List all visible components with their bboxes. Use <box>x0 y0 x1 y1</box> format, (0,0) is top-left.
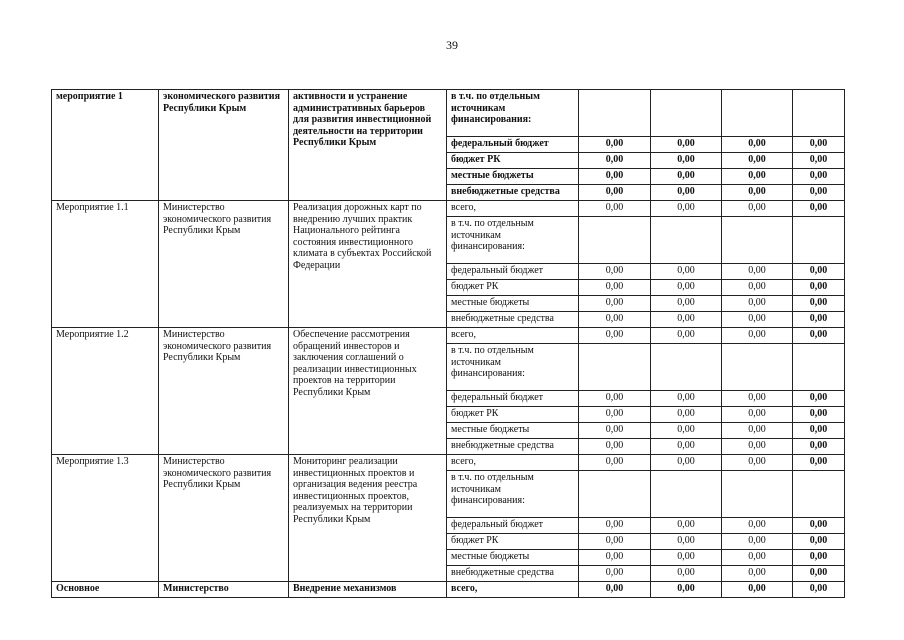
funding-source-cell: в т.ч. по отдельным источникам финансирования: <box>447 217 579 264</box>
amount-cell: 0,00 <box>722 518 793 534</box>
measure-code-cell: Основное <box>52 582 159 598</box>
amount-cell: 0,00 <box>793 280 845 296</box>
amount-cell: 0,00 <box>579 550 651 566</box>
amount-cell: 0,00 <box>722 137 793 153</box>
table-row <box>52 328 845 344</box>
amount-cell: 0,00 <box>651 153 722 169</box>
funding-source-cell: федеральный бюджет <box>447 391 579 407</box>
amount-cell: 0,00 <box>722 455 793 471</box>
amount-cell: 0,00 <box>651 137 722 153</box>
funding-source-cell: местные бюджеты <box>447 550 579 566</box>
description-cell: Обеспечение рассмотрения обращений инвесторов и заключения соглашений о реализации инвестиционных проектов на территории Республики Крым <box>289 328 447 455</box>
measure-code-cell: Мероприятие 1.3 <box>52 455 159 582</box>
funding-source-cell: всего, <box>447 582 579 598</box>
amount-cell: 0,00 <box>722 201 793 217</box>
amount-cell: 0,00 <box>793 455 845 471</box>
funding-source-cell: бюджет РК <box>447 534 579 550</box>
amount-cell: 0,00 <box>793 312 845 328</box>
amount-cell: 0,00 <box>579 328 651 344</box>
executor-cell: Министерство экономического развития Республики Крым <box>159 455 289 582</box>
amount-cell <box>722 90 793 137</box>
description-cell: активности и устранение административных барьеров для развития инвестиционной деятельности на территории Республики Крым <box>289 90 447 201</box>
funding-source-cell: бюджет РК <box>447 280 579 296</box>
amount-cell: 0,00 <box>722 153 793 169</box>
amount-cell: 0,00 <box>793 153 845 169</box>
amount-cell: 0,00 <box>722 185 793 201</box>
funding-source-cell: в т.ч. по отдельным источникам финансирования: <box>447 344 579 391</box>
amount-cell: 0,00 <box>651 518 722 534</box>
executor-cell: Министерство экономического развития Республики Крым <box>159 201 289 328</box>
table-row <box>52 90 845 137</box>
funding-source-cell: бюджет РК <box>447 407 579 423</box>
amount-cell <box>722 471 793 518</box>
amount-cell: 0,00 <box>579 455 651 471</box>
amount-cell: 0,00 <box>579 153 651 169</box>
description-cell: Мониторинг реализации инвестиционных проектов и организация ведения реестра инвестиционных проектов, реализуемых на территории Республики Крым <box>289 455 447 582</box>
funding-source-cell: внебюджетные средства <box>447 566 579 582</box>
amount-cell: 0,00 <box>722 566 793 582</box>
amount-cell: 0,00 <box>793 439 845 455</box>
amount-cell: 0,00 <box>651 582 722 598</box>
amount-cell <box>651 471 722 518</box>
funding-source-cell: в т.ч. по отдельным источникам финансирования: <box>447 90 579 137</box>
amount-cell: 0,00 <box>579 312 651 328</box>
executor-cell: экономического развития Республики Крым <box>159 90 289 201</box>
funding-source-cell: всего, <box>447 201 579 217</box>
amount-cell: 0,00 <box>793 550 845 566</box>
amount-cell: 0,00 <box>579 582 651 598</box>
amount-cell: 0,00 <box>651 455 722 471</box>
amount-cell: 0,00 <box>579 280 651 296</box>
amount-cell: 0,00 <box>793 582 845 598</box>
amount-cell: 0,00 <box>579 518 651 534</box>
amount-cell: 0,00 <box>651 296 722 312</box>
amount-cell: 0,00 <box>651 312 722 328</box>
amount-cell: 0,00 <box>579 423 651 439</box>
amount-cell: 0,00 <box>722 407 793 423</box>
measure-code-cell: Мероприятие 1.1 <box>52 201 159 328</box>
amount-cell: 0,00 <box>722 423 793 439</box>
amount-cell: 0,00 <box>579 201 651 217</box>
amount-cell <box>579 217 651 264</box>
executor-cell: Министерство экономического развития Республики Крым <box>159 328 289 455</box>
amount-cell: 0,00 <box>793 264 845 280</box>
amount-cell: 0,00 <box>793 566 845 582</box>
amount-cell: 0,00 <box>651 264 722 280</box>
amount-cell: 0,00 <box>722 296 793 312</box>
amount-cell <box>793 90 845 137</box>
amount-cell: 0,00 <box>722 582 793 598</box>
amount-cell <box>651 90 722 137</box>
page-number: 39 <box>446 38 458 52</box>
description-cell: Внедрение механизмов <box>289 582 447 598</box>
funding-source-cell: всего, <box>447 455 579 471</box>
amount-cell: 0,00 <box>722 550 793 566</box>
amount-cell: 0,00 <box>579 169 651 185</box>
funding-source-cell: внебюджетные средства <box>447 185 579 201</box>
table-row <box>52 455 845 471</box>
description-cell: Реализация дорожных карт по внедрению лучших практик Национального рейтинга состояния инвестиционного климата в субъектах Российской Федерации <box>289 201 447 328</box>
funding-source-cell: внебюджетные средства <box>447 439 579 455</box>
amount-cell: 0,00 <box>793 423 845 439</box>
amount-cell <box>579 344 651 391</box>
funding-source-cell: внебюджетные средства <box>447 312 579 328</box>
amount-cell: 0,00 <box>793 137 845 153</box>
funding-source-cell: всего, <box>447 328 579 344</box>
funding-source-cell: федеральный бюджет <box>447 137 579 153</box>
amount-cell: 0,00 <box>651 550 722 566</box>
funding-source-cell: местные бюджеты <box>447 296 579 312</box>
amount-cell <box>651 217 722 264</box>
amount-cell: 0,00 <box>722 534 793 550</box>
amount-cell <box>722 344 793 391</box>
funding-source-cell: федеральный бюджет <box>447 264 579 280</box>
amount-cell: 0,00 <box>793 518 845 534</box>
amount-cell: 0,00 <box>793 328 845 344</box>
budget-table <box>51 89 845 598</box>
amount-cell: 0,00 <box>579 391 651 407</box>
amount-cell: 0,00 <box>722 328 793 344</box>
amount-cell: 0,00 <box>793 391 845 407</box>
amount-cell: 0,00 <box>722 312 793 328</box>
amount-cell <box>651 344 722 391</box>
amount-cell: 0,00 <box>722 391 793 407</box>
amount-cell: 0,00 <box>651 391 722 407</box>
amount-cell: 0,00 <box>579 185 651 201</box>
funding-source-cell: местные бюджеты <box>447 169 579 185</box>
amount-cell: 0,00 <box>651 185 722 201</box>
table-row <box>52 201 845 217</box>
amount-cell: 0,00 <box>651 439 722 455</box>
amount-cell: 0,00 <box>722 439 793 455</box>
amount-cell: 0,00 <box>651 566 722 582</box>
amount-cell: 0,00 <box>579 534 651 550</box>
amount-cell: 0,00 <box>579 439 651 455</box>
amount-cell <box>579 90 651 137</box>
amount-cell: 0,00 <box>651 328 722 344</box>
amount-cell: 0,00 <box>579 137 651 153</box>
funding-source-cell: в т.ч. по отдельным источникам финансирования: <box>447 471 579 518</box>
amount-cell: 0,00 <box>722 169 793 185</box>
amount-cell <box>793 344 845 391</box>
amount-cell: 0,00 <box>793 201 845 217</box>
funding-source-cell: местные бюджеты <box>447 423 579 439</box>
executor-cell: Министерство <box>159 582 289 598</box>
amount-cell: 0,00 <box>651 407 722 423</box>
amount-cell: 0,00 <box>793 169 845 185</box>
amount-cell <box>722 217 793 264</box>
amount-cell: 0,00 <box>579 296 651 312</box>
amount-cell: 0,00 <box>651 423 722 439</box>
amount-cell <box>793 471 845 518</box>
amount-cell: 0,00 <box>651 280 722 296</box>
measure-code-cell: мероприятие 1 <box>52 90 159 201</box>
amount-cell: 0,00 <box>579 264 651 280</box>
budget-table-body <box>52 90 845 598</box>
amount-cell: 0,00 <box>793 534 845 550</box>
amount-cell: 0,00 <box>722 264 793 280</box>
amount-cell <box>579 471 651 518</box>
amount-cell: 0,00 <box>579 407 651 423</box>
funding-source-cell: бюджет РК <box>447 153 579 169</box>
amount-cell: 0,00 <box>722 280 793 296</box>
table-row <box>52 582 845 598</box>
funding-source-cell: федеральный бюджет <box>447 518 579 534</box>
amount-cell: 0,00 <box>651 201 722 217</box>
measure-code-cell: Мероприятие 1.2 <box>52 328 159 455</box>
amount-cell: 0,00 <box>651 534 722 550</box>
amount-cell: 0,00 <box>579 566 651 582</box>
amount-cell: 0,00 <box>793 296 845 312</box>
amount-cell: 0,00 <box>793 185 845 201</box>
amount-cell <box>793 217 845 264</box>
amount-cell: 0,00 <box>651 169 722 185</box>
amount-cell: 0,00 <box>793 407 845 423</box>
